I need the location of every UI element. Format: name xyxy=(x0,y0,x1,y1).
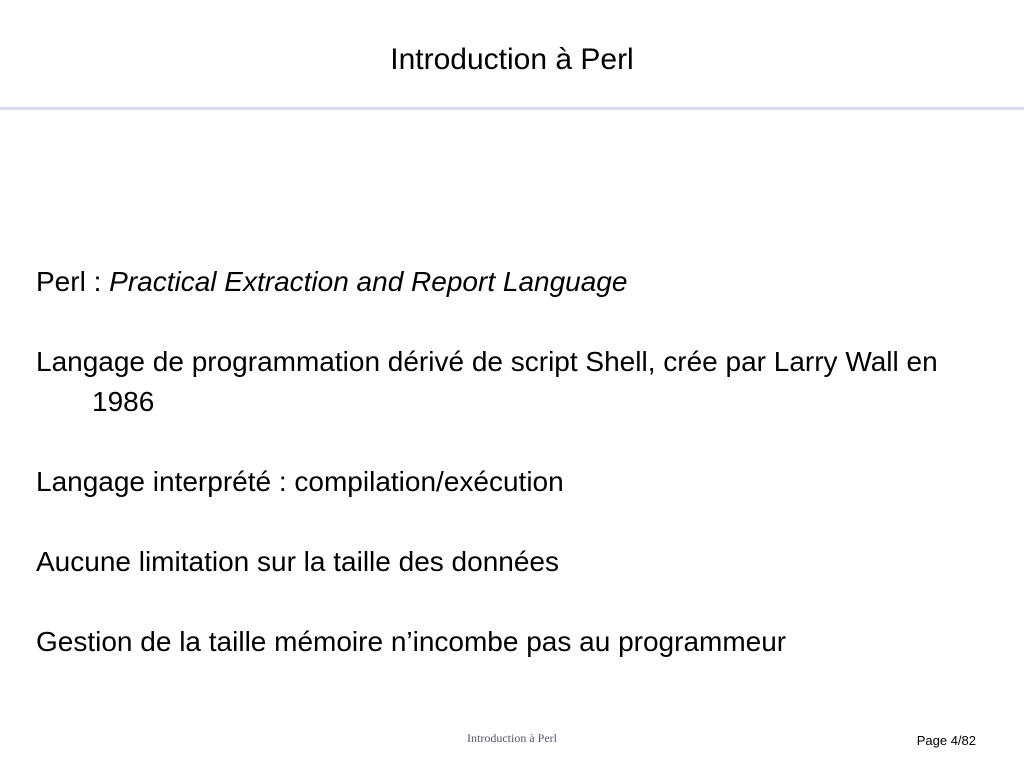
slide-content xyxy=(36,262,996,662)
content-item-memory-management: Gestion de la taille mémoire n’incombe pas au programmeur xyxy=(36,626,787,657)
perl-prefix-text: Perl : xyxy=(36,266,110,297)
title-divider xyxy=(0,107,1024,110)
content-item-interpreted: Langage interprété : compilation/exécution xyxy=(36,466,564,497)
content-item-data-size: Aucune limitation sur la taille des données xyxy=(36,546,559,577)
content-item-perl-definition xyxy=(36,262,996,302)
page-number: Page 4/82 xyxy=(916,733,976,748)
perl-expansion-text: Practical Extraction and Report Language xyxy=(109,266,628,297)
footer-title: Introduction à Perl xyxy=(467,731,557,745)
slide-title: Introduction à Perl xyxy=(390,43,634,76)
content-item-origin: Langage de programmation dérivé de script Shell, crée par Larry Wall en 1986 xyxy=(36,346,938,417)
